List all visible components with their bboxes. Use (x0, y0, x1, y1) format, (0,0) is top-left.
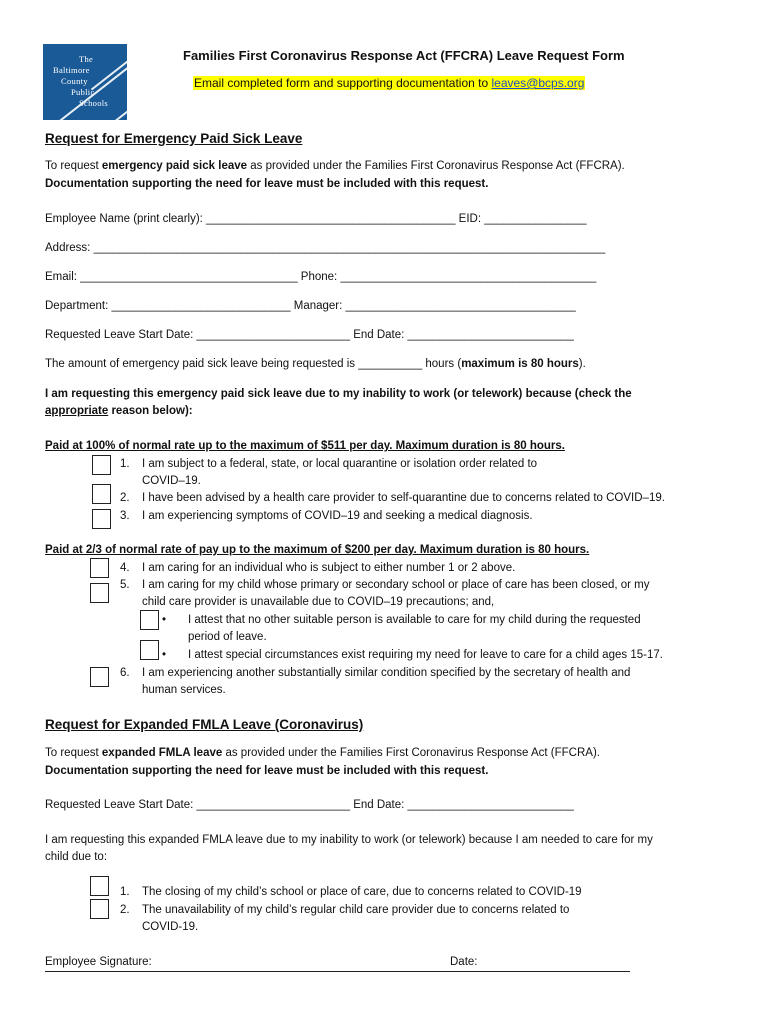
epsl-heading: Request for Emergency Paid Sick Leave (45, 131, 303, 146)
signature-date-field[interactable]: Date: (450, 954, 630, 972)
department-manager-field[interactable]: Department: ____________________________ Manager: ____________________________________ (45, 300, 576, 312)
group1-heading: Paid at 100% of normal rate up to the maximum of $511 per day. Maximum duration is 80 hours. (45, 440, 565, 452)
attest-1-text: I attest that no other suitable person is available to care for my child during the requested (188, 614, 641, 626)
email-instruction: Email completed form and supporting documentation to leaves@bcps.org (194, 76, 585, 90)
attest-1-bullet: • (162, 614, 167, 626)
fmla-reason-2-number: 2. (120, 904, 130, 916)
fmla-reason-1-text: The closing of my child’s school or place of care, due to concerns related to COVID-19 (142, 886, 582, 898)
group2-heading: Paid at 2/3 of normal rate of pay up to the maximum of $200 per day. Maximum duration is 80 hours. (45, 544, 590, 556)
reason-2-text: I have been advised by a health care provider to self-quarantine due to concerns related to COVID–19. (142, 492, 665, 504)
hours-requested-field[interactable]: The amount of emergency paid sick leave being requested is __________ hours (maximum is 80 hours). (45, 358, 586, 370)
reason-3-checkbox[interactable] (92, 509, 111, 529)
attest-2-bullet: • (162, 649, 167, 661)
signature-row (45, 954, 630, 972)
email-link[interactable]: leaves@bcps.org (491, 76, 585, 90)
reason-5-checkbox[interactable] (90, 583, 109, 603)
reason-3-number: 3. (120, 510, 130, 522)
fmla-reason-1-number: 1. (120, 886, 130, 898)
fmla-reason-1-checkbox[interactable] (90, 876, 109, 896)
epsl-intro-doc: Documentation supporting the need for leave must be included with this request. (45, 178, 489, 190)
epsl-intro: To request emergency paid sick leave as provided under the Families First Coronavirus Response Act (FFCRA). (45, 160, 625, 172)
reason-5-text-cont: child care provider is unavailable due to COVID–19 precautions; and, (142, 596, 495, 608)
email-phone-field[interactable]: Email: __________________________________ Phone: ________________________________________ (45, 271, 597, 283)
epsl-reason-line1: I am requesting this emergency paid sick leave due to my inability to work (or telework) because (check the (45, 388, 632, 400)
attest-1-checkbox[interactable] (140, 610, 159, 630)
fmla-reason-text-cont: child due to: (45, 851, 108, 863)
employee-signature-field[interactable]: Employee Signature: (45, 954, 450, 972)
employee-name-field[interactable]: Employee Name (print clearly): _______________________________________ EID: ________________ (45, 213, 587, 225)
epsl-dates-field[interactable]: Requested Leave Start Date: ________________________ End Date: __________________________ (45, 329, 574, 341)
reason-3-text: I am experiencing symptoms of COVID–19 and seeking a medical diagnosis. (142, 510, 533, 522)
reason-1-number: 1. (120, 458, 130, 470)
form-title: Families First Coronavirus Response Act (FFCRA) Leave Request Form (183, 48, 625, 63)
fmla-intro: To request expanded FMLA leave as provided under the Families First Coronavirus Response Act (FFCRA). (45, 747, 600, 759)
attest-1-text-cont: period of leave. (188, 631, 267, 643)
attest-2-checkbox[interactable] (140, 640, 159, 660)
reason-1-checkbox[interactable] (92, 455, 111, 475)
address-field[interactable]: Address: ________________________________________________________________________________ (45, 242, 606, 254)
fmla-heading: Request for Expanded FMLA Leave (Coronavirus) (45, 717, 364, 732)
epsl-reason-line2: appropriate reason below): (45, 405, 193, 417)
reason-6-text: I am experiencing another substantially similar condition specified by the secretary of health and (142, 667, 631, 679)
reason-1-text: I am subject to a federal, state, or local quarantine or isolation order related to (142, 458, 538, 470)
fmla-reason-text: I am requesting this expanded FMLA leave due to my inability to work (or telework) because I am needed to care for my (45, 834, 653, 846)
bcps-logo (43, 44, 127, 120)
reason-6-checkbox[interactable] (90, 667, 109, 687)
fmla-reason-2-text-cont: COVID-19. (142, 921, 199, 933)
reason-6-text-cont: human services. (142, 684, 226, 696)
reason-4-text: I am caring for an individual who is subject to either number 1 or 2 above. (142, 562, 516, 574)
reason-6-number: 6. (120, 667, 130, 679)
reason-4-checkbox[interactable] (90, 558, 109, 578)
reason-5-text: I am caring for my child whose primary or secondary school or place of care has been closed, or my (142, 579, 650, 591)
attest-2-text: I attest special circumstances exist requiring my need for leave to care for a child ages 15-17. (188, 649, 663, 661)
reason-5-number: 5. (120, 579, 130, 591)
logo-text: The Baltimore County Public Schools (53, 54, 109, 108)
reason-4-number: 4. (120, 562, 130, 574)
fmla-reason-2-text: The unavailability of my child’s regular child care provider due to concerns related to (142, 904, 570, 916)
fmla-dates-field[interactable]: Requested Leave Start Date: ________________________ End Date: __________________________ (45, 799, 574, 811)
reason-2-number: 2. (120, 492, 130, 504)
fmla-intro-doc: Documentation supporting the need for leave must be included with this request. (45, 765, 489, 777)
fmla-reason-2-checkbox[interactable] (90, 899, 109, 919)
reason-2-checkbox[interactable] (92, 484, 111, 504)
reason-1-text-cont: COVID–19. (142, 475, 201, 487)
